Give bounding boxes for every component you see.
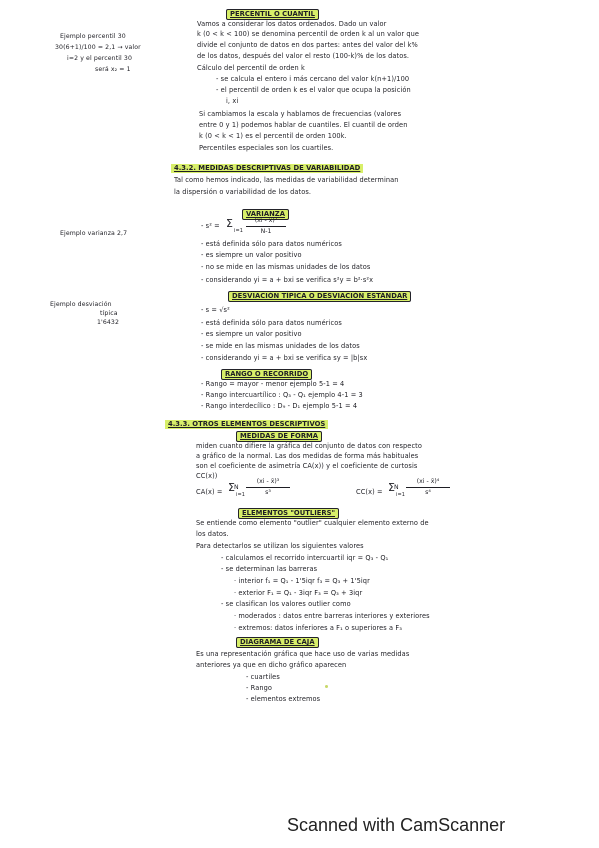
rango-line: - Rango intercuartílico : Q₃ - Q₁ ejemplo 4-1 = 3 [201, 391, 363, 399]
forma-line: son el coeficiente de asimetría CA(x)) y el coeficiente de curtosis [196, 462, 418, 470]
desviacion-example: 1'6432 [97, 319, 119, 326]
ca-formula-lhs: CA(x) = [196, 488, 223, 496]
varianza-fraction [246, 217, 286, 236]
rango-line: - Rango = mayor - menor ejemplo 5-1 = 4 [201, 380, 345, 388]
percentil-line: Cálculo del percentil de orden k [197, 64, 305, 72]
desviacion-example: Ejemplo desviación [50, 301, 112, 308]
varianza-formula-lhs: - s² = [201, 222, 220, 230]
percentil-line: Si cambiamos la escala y hablamos de frecuencias (valores [199, 110, 402, 118]
desviacion-bullet: - considerando yi = a + bxi se verifica sy = |b|sx [201, 354, 368, 362]
varianza-example: Ejemplo varianza 2,7 [60, 230, 128, 237]
outliers-line: Se entiende como elemento "outlier" cualquier elemento externo de [196, 519, 429, 527]
ink-speck [325, 685, 328, 688]
fraction-numerator: (xi - x̄)² [254, 217, 278, 224]
desviacion-example: típica [100, 310, 118, 317]
caja-line: - elementos extremos [246, 695, 321, 703]
outliers-line: · interior f₁ = Q₁ - 1'5iqr f₃ = Q₃ + 1'5iqr [234, 577, 370, 585]
fraction-bar [246, 487, 290, 488]
heading-variabilidad: 4.3.2. MEDIDAS DESCRIPTIVAS DE VARIABILIDAD [171, 164, 363, 173]
cc-formula-lhs: CC(x) = [356, 488, 383, 496]
sum-range: i=1 [396, 492, 406, 498]
heading-rango: RANGO O RECORRIDO [221, 369, 312, 380]
percentil-line: de los datos, después del valor el resto (100-k)% de los datos. [197, 52, 410, 60]
dispersion-line: la dispersión o variabilidad de los datos. [174, 188, 312, 196]
heading-diagrama-caja: DIAGRAMA DE CAJA [236, 637, 319, 648]
sum-range: i=1 [234, 228, 244, 234]
sum-range: i=1 [236, 492, 246, 498]
outliers-line: · moderados : datos entre barreras interiores y exteriores [234, 612, 430, 620]
percentil-line: k (0 < k < 1) es el percentil de orden 100k. [199, 132, 347, 140]
heading-percentil: PERCENTIL O CUANTIL [226, 9, 319, 20]
varianza-bullet: - está definida sólo para datos numéricos [201, 240, 342, 248]
dispersion-line: Tal como hemos indicado, las medidas de variabilidad determinan [174, 176, 399, 184]
percentil-example: Ejemplo percentil 30 [60, 33, 126, 40]
caja-line: - Rango [246, 684, 273, 692]
fraction-numerator: (xi - x̄)⁴ [416, 478, 440, 485]
caja-line: - cuartiles [246, 673, 280, 681]
percentil-line: i, xi [226, 97, 239, 105]
varianza-bullet: - es siempre un valor positivo [201, 251, 302, 259]
fraction-denominator: N-1 [260, 228, 272, 235]
outliers-line: los datos. [196, 530, 229, 538]
outliers-line: - calculamos el recorrido intercuartil iqr = Q₃ - Q₁ [221, 554, 389, 562]
outliers-line: · extremos: datos inferiores a F₁ o superiores a F₃ [234, 624, 403, 632]
sigma-symbol: Σ [226, 217, 234, 230]
percentil-example: será x₂ = 1 [95, 66, 131, 73]
varianza-bullet: - no se mide en las mismas unidades de los datos [201, 263, 371, 271]
heading-desviacion: DESVIACIÓN TÍPICA O DESVIACIÓN ESTÁNDAR [228, 291, 411, 302]
fraction-denominator: s⁴ [425, 489, 431, 496]
percentil-example: 30(6+1)/100 = 2,1 → valor [55, 44, 141, 51]
heading-outliers: ELEMENTOS "OUTLIERS" [238, 508, 339, 519]
fraction-bar [246, 226, 286, 227]
outliers-line: - se determinan las barreras [221, 565, 318, 573]
percentil-line: divide el conjunto de datos en dos partes: antes del valor del k% [197, 41, 418, 49]
caja-line: Es una representación gráfica que hace uso de varias medidas [196, 650, 410, 658]
forma-line: CC(x)) [196, 472, 218, 480]
rango-line: - Rango interdecílico : D₉ - D₁ ejemplo 5-1 = 4 [201, 402, 358, 410]
outliers-line: · exterior F₁ = Q₁ - 3iqr F₃ = Q₃ + 3iqr [234, 589, 363, 597]
percentil-example: i=2 y el percentil 30 [67, 55, 133, 62]
percentil-line: - el percentil de orden k es el valor que ocupa la posición [216, 86, 411, 94]
percentil-line: Vamos a considerar los datos ordenados. Dado un valor [197, 20, 387, 28]
outliers-line: Para detectarlos se utilizan los siguientes valores [196, 542, 364, 550]
percentil-line: Percentiles especiales son los cuartiles. [199, 144, 334, 152]
forma-line: miden cuanto difiere la gráfica del conjunto de datos con respecto [196, 442, 422, 450]
heading-medidas-forma: MEDIDAS DE FORMA [236, 431, 322, 442]
heading-varianza: VARIANZA [242, 209, 289, 220]
fraction-numerator: (xi - x̄)³ [256, 478, 280, 485]
percentil-line: entre 0 y 1) podemos hablar de cuantiles. El cuantil de orden [199, 121, 408, 129]
fraction-n: N [394, 484, 399, 491]
fraction-denominator: s³ [265, 489, 271, 496]
heading-otros-elementos: 4.3.3. OTROS ELEMENTOS DESCRIPTIVOS [165, 420, 328, 429]
fraction-n: N [234, 484, 239, 491]
sigma-symbol: Σ [228, 481, 236, 494]
caja-line: anteriores ya que en dicho gráfico aparecen [196, 661, 347, 669]
desviacion-bullet: - es siempre un valor positivo [201, 330, 302, 338]
percentil-line: - se calcula el entero i más cercano del valor k(n+1)/100 [216, 75, 410, 83]
desviacion-bullet: - se mide en las mismas unidades de los datos [201, 342, 360, 350]
fraction-bar [406, 487, 450, 488]
outliers-line: - se clasifican los valores outlier como [221, 600, 351, 608]
desviacion-bullet: - está definida sólo para datos numéricos [201, 319, 342, 327]
scanner-watermark: Scanned with CamScanner [287, 815, 506, 835]
varianza-bullet: - considerando yi = a + bxi se verifica s²y = b²·s²x [201, 276, 374, 284]
percentil-line: k (0 < k < 100) se denomina percentil de orden k al un valor que [197, 30, 420, 38]
desviacion-formula: - s = √s² [201, 306, 230, 314]
sigma-symbol: Σ [388, 481, 396, 494]
forma-line: a gráfico de la normal. Las dos medidas de forma más habituales [196, 452, 419, 460]
